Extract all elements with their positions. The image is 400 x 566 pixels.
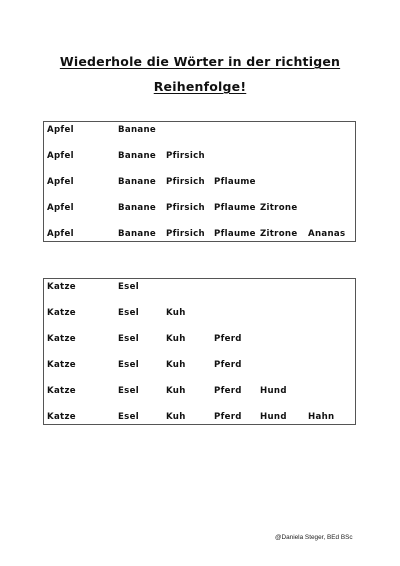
word-cell: Katze	[47, 386, 76, 396]
word-cell: Pferd	[214, 360, 242, 370]
word-cell: Apfel	[47, 177, 74, 187]
word-cell: Katze	[47, 412, 76, 422]
word-cell: Katze	[47, 282, 76, 292]
word-cell: Pferd	[214, 412, 242, 422]
table-row	[44, 203, 355, 217]
word-cell: Kuh	[166, 412, 186, 422]
word-cell: Zitrone	[260, 229, 298, 239]
word-cell: Katze	[47, 334, 76, 344]
table-row	[44, 386, 355, 400]
word-cell: Banane	[118, 151, 157, 161]
word-cell: Kuh	[166, 386, 186, 396]
word-cell: Pflaume	[214, 229, 256, 239]
table-row	[44, 282, 355, 296]
word-cell: Esel	[118, 412, 139, 422]
word-cell: Kuh	[166, 334, 186, 344]
word-cell: Ananas	[308, 229, 346, 239]
table-row	[44, 308, 355, 322]
worksheet-title-line1	[0, 54, 400, 69]
word-cell: Hund	[260, 386, 287, 396]
table-row	[44, 229, 355, 243]
worksheet-title-line2	[0, 79, 400, 94]
word-cell: Pfirsich	[166, 229, 205, 239]
table-row	[44, 177, 355, 191]
word-cell: Katze	[47, 360, 76, 370]
word-cell: Apfel	[47, 203, 74, 213]
word-cell: Zitrone	[260, 203, 298, 213]
table-row	[44, 360, 355, 374]
word-cell: Esel	[118, 386, 139, 396]
word-cell: Pfirsich	[166, 203, 205, 213]
word-cell: Kuh	[166, 360, 186, 370]
word-cell: Esel	[118, 308, 139, 318]
word-cell: Apfel	[47, 229, 74, 239]
word-table-animals	[43, 278, 356, 425]
word-cell: Banane	[118, 229, 157, 239]
word-cell: Pferd	[214, 386, 242, 396]
title-text-line1: Wiederhole die Wörter in der richtigen	[59, 54, 341, 69]
word-cell: Esel	[118, 282, 139, 292]
word-cell: Hahn	[308, 412, 335, 422]
word-cell: Pflaume	[214, 177, 256, 187]
word-cell: Esel	[118, 360, 139, 370]
word-cell: Pfirsich	[166, 177, 205, 187]
word-cell: Banane	[118, 203, 157, 213]
word-cell: Banane	[118, 125, 157, 135]
copyright-footer: @Daniela Steger, BEd BSc	[275, 534, 353, 541]
word-cell: Kuh	[166, 308, 186, 318]
word-cell: Apfel	[47, 125, 74, 135]
title-text-line2: Reihenfolge!	[153, 79, 247, 94]
table-row	[44, 412, 355, 426]
word-table-fruits	[43, 121, 356, 242]
word-cell: Apfel	[47, 151, 74, 161]
table-row	[44, 334, 355, 348]
word-cell: Pfirsich	[166, 151, 205, 161]
word-cell: Banane	[118, 177, 157, 187]
word-cell: Hund	[260, 412, 287, 422]
word-cell: Esel	[118, 334, 139, 344]
word-cell: Pferd	[214, 334, 242, 344]
word-cell: Pflaume	[214, 203, 256, 213]
word-cell: Katze	[47, 308, 76, 318]
table-row	[44, 125, 355, 139]
table-row	[44, 151, 355, 165]
